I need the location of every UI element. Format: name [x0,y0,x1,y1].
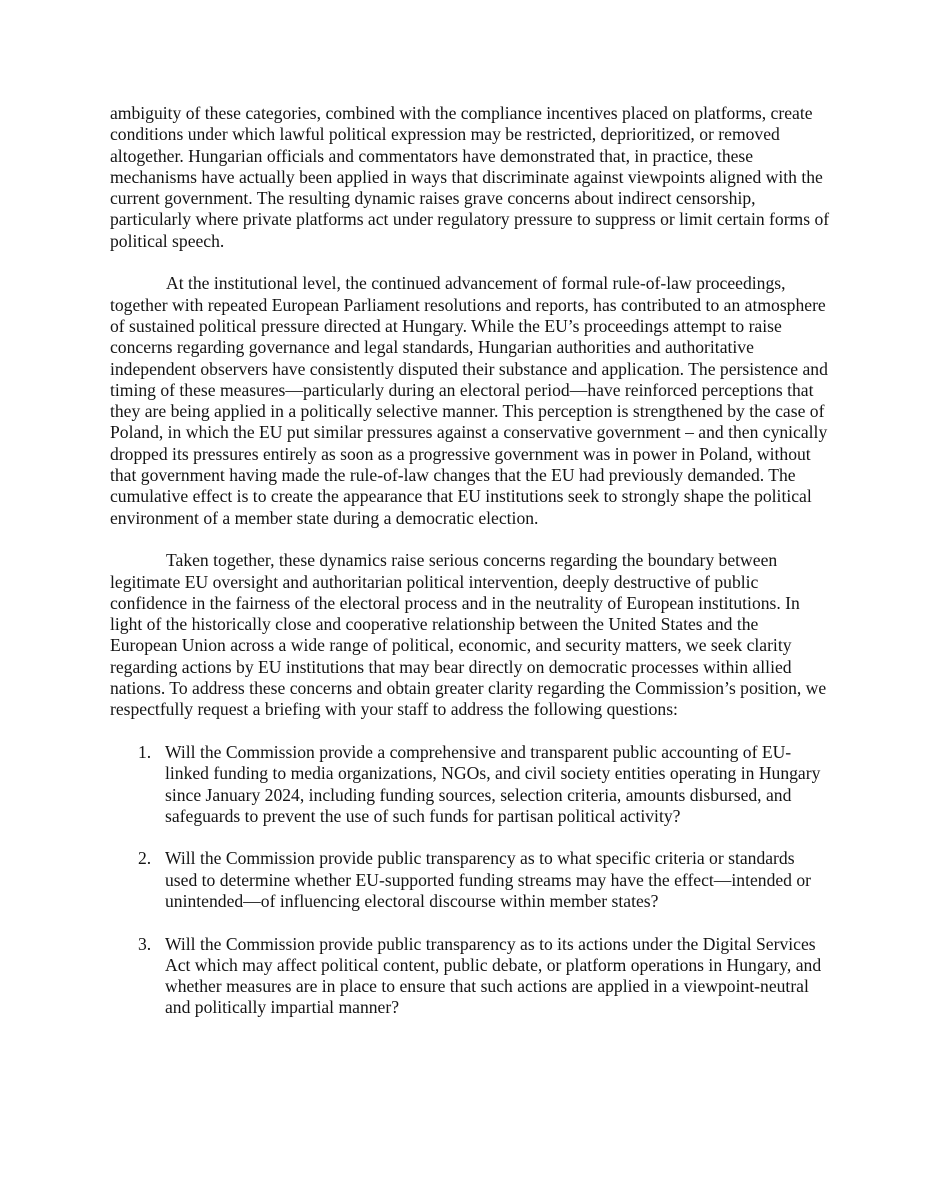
question-item [110,742,830,827]
question-number: 3. [138,933,152,954]
question-number: 2. [138,848,152,869]
question-item [110,848,830,912]
question-list [110,742,830,1019]
question-text: Will the Commission provide public transparency as to what specific criteria or standards used to determine whether EU-supported funding streams may have the effect—intended or unintended—of influencing electoral discourse within member states? [165,848,812,911]
question-item [110,934,830,1019]
letter-body [110,103,830,1040]
question-text: Will the Commission provide public transparency as to its actions under the Digital Services Act which may affect political content, public debate, or platform operations in Hungary, and whether measures are in place to ensure that such actions are applied in a viewpoint-neutral and politically impartial manner? [165,933,822,1018]
paragraph-taken-together: Taken together, these dynamics raise serious concerns regarding the boundary between legitimate EU oversight and authoritarian political intervention, deeply destructive of public confidence in the fairness of the electoral process and in the neutrality of European institutions. In light of the historically close and cooperative relationship between the United States and the European Union across a wide range of political, economic, and security matters, we seek clarity regarding actions by EU institutions that may bear directly on democratic processes within allied nations. To address these concerns and obtain greater clarity regarding the Commission’s position, we respectfully request a briefing with your staff to address the following questions: [110,550,827,720]
question-number: 1. [138,741,152,762]
paragraph-continuation: ambiguity of these categories, combined with the compliance incentives placed on platforms, create conditions under which lawful political expression may be restricted, deprioritized, or removed altogether. Hungarian officials and commentators have demonstrated that, in practice, these mechanisms have actually been applied in ways that discriminate against viewpoints aligned with the current government. The resulting dynamic raises grave concerns about indirect censorship, particularly where private platforms act under regulatory pressure to suppress or limit certain forms of political speech. [110,103,830,251]
paragraph-institutional-level: At the institutional level, the continued advancement of formal rule-of-law proceedings, together with repeated European Parliament resolutions and reports, has contributed to an atmosphere of sustained political pressure directed at Hungary. While the EU’s proceedings attempt to raise concerns regarding governance and legal standards, Hungarian authorities and authoritative independent observers have consistently disputed their substance and application. The persistence and timing of these measures—particularly during an electoral period—have reinforced perceptions that they are being applied in a politically selective manner. This perception is strengthened by the case of Poland, in which the EU put similar pressures against a conservative government – and then cynically dropped its pressures entirely as soon as a progressive government was in power in Poland, without that government having made the rule-of-law changes that the EU had previously demanded. The cumulative effect is to create the appearance that EU institutions seek to strongly shape the political environment of a member state during a democratic election. [110,273,828,528]
question-text: Will the Commission provide a comprehensive and transparent public accounting of EU-linked funding to media organizations, NGOs, and civil society entities operating in Hungary since January 2024, including funding sources, selection criteria, amounts disbursed, and safeguards to prevent the use of such funds for partisan political activity? [165,741,821,826]
